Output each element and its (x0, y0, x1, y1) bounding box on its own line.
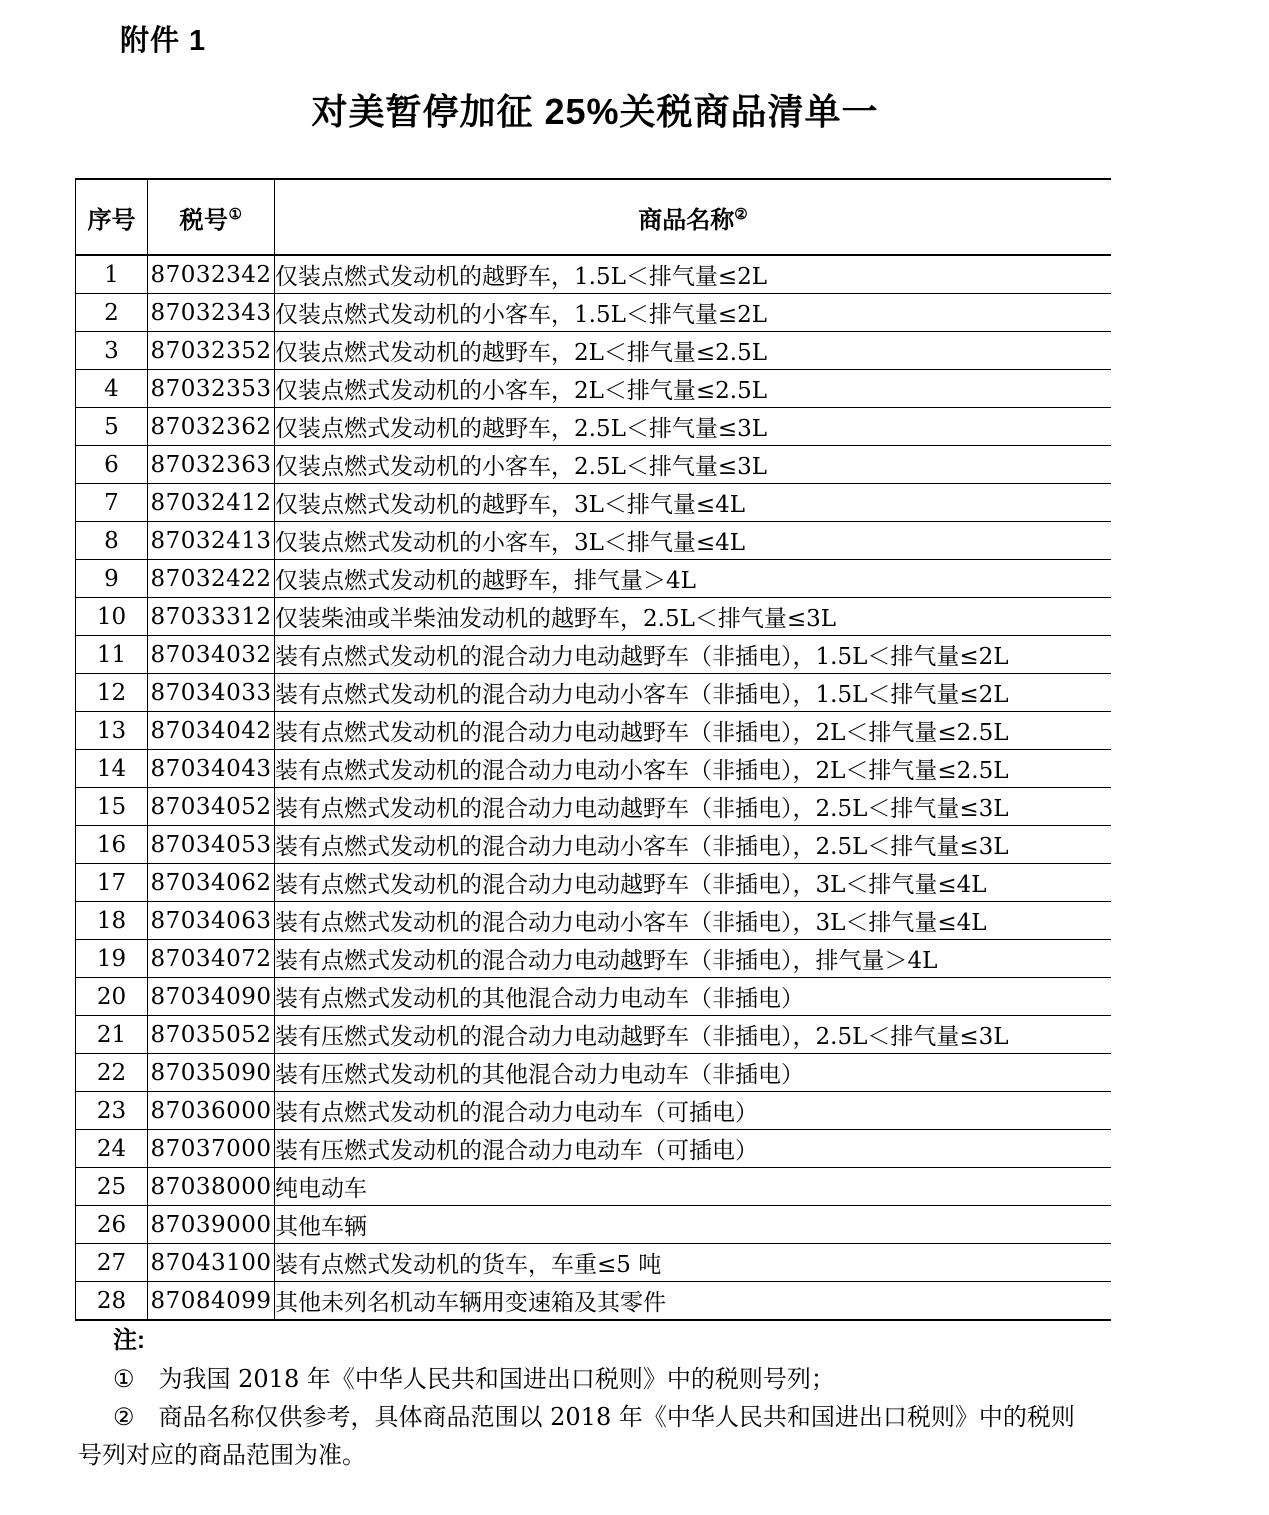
row-number: 3 (76, 332, 148, 370)
table-row (76, 1016, 1112, 1054)
table-row (76, 1092, 1112, 1130)
product-name-footnote-marker: ② (734, 204, 748, 223)
notes-section (78, 1322, 1082, 1474)
column-header-tax-code (148, 179, 275, 255)
table-row (76, 255, 1112, 294)
tariff-table (75, 178, 1111, 1321)
product-name: 装有压燃式发动机的其他混合动力电动车（非插电） (275, 1054, 1112, 1092)
row-number: 8 (76, 522, 148, 560)
product-name: 装有点燃式发动机的混合动力电动小客车（非插电），3L＜排气量≤4L (275, 902, 1112, 940)
row-number: 18 (76, 902, 148, 940)
table-row (76, 712, 1112, 750)
tax-code: 87032353 (148, 370, 275, 408)
tax-code: 87032413 (148, 522, 275, 560)
product-name: 仅装点燃式发动机的小客车，1.5L＜排气量≤2L (275, 294, 1112, 332)
row-number: 1 (76, 255, 148, 294)
tax-code: 87034052 (148, 788, 275, 826)
product-name: 仅装点燃式发动机的越野车，2L＜排气量≤2.5L (275, 332, 1112, 370)
tax-code: 87032363 (148, 446, 275, 484)
row-number: 17 (76, 864, 148, 902)
tax-code: 87034063 (148, 902, 275, 940)
product-name: 仅装点燃式发动机的越野车，2.5L＜排气量≤3L (275, 408, 1112, 446)
product-name: 仅装点燃式发动机的越野车，3L＜排气量≤4L (275, 484, 1112, 522)
page-title: 对美暂停加征 25%关税商品清单一 (311, 91, 879, 132)
tax-code: 87034042 (148, 712, 275, 750)
table-row (76, 370, 1112, 408)
table-row (76, 864, 1112, 902)
table-row (76, 1206, 1112, 1244)
tax-code: 87034033 (148, 674, 275, 712)
product-name: 仅装点燃式发动机的越野车，排气量＞4L (275, 560, 1112, 598)
row-number: 21 (76, 1016, 148, 1054)
row-number: 25 (76, 1168, 148, 1206)
table-row (76, 1282, 1112, 1321)
tax-code: 87034090 (148, 978, 275, 1016)
product-name: 装有点燃式发动机的货车，车重≤5 吨 (275, 1244, 1112, 1282)
tax-code: 87035090 (148, 1054, 275, 1092)
notes-label: 注: (113, 1327, 145, 1354)
row-number: 27 (76, 1244, 148, 1282)
tax-code: 87043100 (148, 1244, 275, 1282)
tax-code: 87039000 (148, 1206, 275, 1244)
tax-code: 87035052 (148, 1016, 275, 1054)
row-number: 15 (76, 788, 148, 826)
note-marker: ① (113, 1365, 135, 1393)
tax-code-footnote-marker: ① (228, 204, 243, 223)
tax-code: 87084099 (148, 1282, 275, 1321)
table-row (76, 674, 1112, 712)
tax-code: 87038000 (148, 1168, 275, 1206)
annex-label: 附件 1 (120, 25, 207, 57)
product-name: 仅装柴油或半柴油发动机的越野车，2.5L＜排气量≤3L (275, 598, 1112, 636)
row-number: 9 (76, 560, 148, 598)
row-number: 12 (76, 674, 148, 712)
table-row (76, 598, 1112, 636)
table-row (76, 560, 1112, 598)
row-number: 10 (76, 598, 148, 636)
tax-code: 87034043 (148, 750, 275, 788)
column-header-product-name-label: 商品名称 (638, 204, 735, 234)
table-row (76, 1130, 1112, 1168)
row-number: 6 (76, 446, 148, 484)
row-number: 26 (76, 1206, 148, 1244)
tax-code: 87034032 (148, 636, 275, 674)
row-number: 2 (76, 294, 148, 332)
product-name: 仅装点燃式发动机的越野车，1.5L＜排气量≤2L (275, 255, 1112, 294)
table-row (76, 1168, 1112, 1206)
product-name: 仅装点燃式发动机的小客车，2.5L＜排气量≤3L (275, 446, 1112, 484)
row-number: 24 (76, 1130, 148, 1168)
note-item (78, 1398, 1082, 1474)
tax-code: 87034062 (148, 864, 275, 902)
product-name: 装有点燃式发动机的其他混合动力电动车（非插电） (275, 978, 1112, 1016)
row-number: 28 (76, 1282, 148, 1321)
product-name: 其他车辆 (275, 1206, 1112, 1244)
table-header-row (76, 179, 1112, 255)
note-text: 为我国 2018 年《中华人民共和国进出口税则》中的税则号列； (158, 1365, 835, 1393)
product-name: 装有点燃式发动机的混合动力电动越野车（非插电），3L＜排气量≤4L (275, 864, 1112, 902)
table-row (76, 978, 1112, 1016)
product-name: 装有点燃式发动机的混合动力电动越野车（非插电），2.5L＜排气量≤3L (275, 788, 1112, 826)
product-name: 装有点燃式发动机的混合动力电动越野车（非插电），2L＜排气量≤2.5L (275, 712, 1112, 750)
table-row (76, 484, 1112, 522)
table-row (76, 522, 1112, 560)
table-row (76, 750, 1112, 788)
tax-code: 87036000 (148, 1092, 275, 1130)
table-row (76, 636, 1112, 674)
row-number: 16 (76, 826, 148, 864)
table-row (76, 788, 1112, 826)
row-number: 13 (76, 712, 148, 750)
column-header-index (76, 179, 148, 255)
tax-code: 87034072 (148, 940, 275, 978)
row-number: 20 (76, 978, 148, 1016)
notes-list (78, 1360, 1082, 1474)
note-text: 商品名称仅供参考，具体商品范围以 2018 年《中华人民共和国进出口税则》中的税则号列对应的商品范围为准。 (78, 1403, 1075, 1469)
product-name: 装有点燃式发动机的混合动力电动小客车（非插电），2L＜排气量≤2.5L (275, 750, 1112, 788)
table-row (76, 446, 1112, 484)
table-row (76, 408, 1112, 446)
product-name: 纯电动车 (275, 1168, 1112, 1206)
tax-code: 87033312 (148, 598, 275, 636)
tax-code: 87032412 (148, 484, 275, 522)
product-name: 仅装点燃式发动机的小客车，2L＜排气量≤2.5L (275, 370, 1112, 408)
table-row (76, 294, 1112, 332)
row-number: 4 (76, 370, 148, 408)
table-row (76, 332, 1112, 370)
row-number: 22 (76, 1054, 148, 1092)
row-number: 23 (76, 1092, 148, 1130)
tax-code: 87034053 (148, 826, 275, 864)
row-number: 19 (76, 940, 148, 978)
row-number: 5 (76, 408, 148, 446)
product-name: 装有压燃式发动机的混合动力电动越野车（非插电），2.5L＜排气量≤3L (275, 1016, 1112, 1054)
note-marker: ② (113, 1403, 135, 1431)
table-row (76, 1054, 1112, 1092)
column-header-index-label: 序号 (87, 204, 136, 234)
tax-code: 87032342 (148, 255, 275, 294)
product-name: 装有点燃式发动机的混合动力电动越野车（非插电），排气量＞4L (275, 940, 1112, 978)
table-body (76, 255, 1112, 1320)
column-header-product-name (275, 179, 1112, 255)
product-name: 装有点燃式发动机的混合动力电动越野车（非插电），1.5L＜排气量≤2L (275, 636, 1112, 674)
tax-code: 87032343 (148, 294, 275, 332)
tax-code: 87032362 (148, 408, 275, 446)
product-name: 装有压燃式发动机的混合动力电动车（可插电） (275, 1130, 1112, 1168)
table-row (76, 1244, 1112, 1282)
table-row (76, 940, 1112, 978)
row-number: 14 (76, 750, 148, 788)
product-name: 仅装点燃式发动机的小客车，3L＜排气量≤4L (275, 522, 1112, 560)
product-name: 装有点燃式发动机的混合动力电动小客车（非插电），1.5L＜排气量≤2L (275, 674, 1112, 712)
table-row (76, 902, 1112, 940)
table-row (76, 826, 1112, 864)
tax-code: 87037000 (148, 1130, 275, 1168)
product-name: 装有点燃式发动机的混合动力电动小客车（非插电），2.5L＜排气量≤3L (275, 826, 1112, 864)
product-name: 装有点燃式发动机的混合动力电动车（可插电） (275, 1092, 1112, 1130)
product-name: 其他未列名机动车辆用变速箱及其零件 (275, 1282, 1112, 1321)
tax-code: 87032352 (148, 332, 275, 370)
tax-code: 87032422 (148, 560, 275, 598)
row-number: 7 (76, 484, 148, 522)
row-number: 11 (76, 636, 148, 674)
note-item (78, 1360, 1082, 1398)
column-header-tax-code-label: 税号 (179, 204, 229, 234)
